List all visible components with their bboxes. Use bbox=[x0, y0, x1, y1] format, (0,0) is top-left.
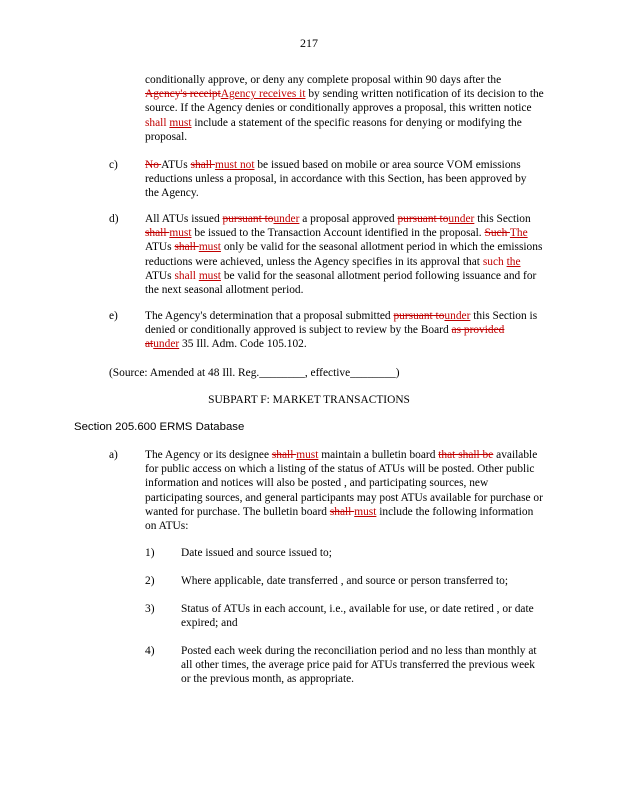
deleted-text: No bbox=[145, 159, 162, 171]
text: conditionally approve, or deny any complete proposal within 90 days after the bbox=[145, 74, 502, 86]
deleted-text: shall bbox=[329, 505, 355, 518]
subitem-2-label: 2) bbox=[145, 575, 155, 587]
inserted-text: must bbox=[198, 241, 221, 254]
text: only be valid for the seasonal allotment period in which the emissions reductions were achieved, unless the Agency specifies in its approval that bbox=[145, 241, 543, 268]
item-d-paragraph bbox=[145, 212, 545, 297]
text: ATUs bbox=[145, 269, 175, 282]
inserted-text: must bbox=[354, 505, 377, 518]
page-number: 217 bbox=[300, 36, 318, 50]
deleted-text: that shall be bbox=[438, 449, 494, 461]
inserted-text: shall bbox=[145, 116, 167, 129]
inserted-text: shall bbox=[174, 269, 196, 282]
subitem-1-text: Date issued and source issued to; bbox=[181, 547, 332, 559]
text: available for public access on which a listing of the status of ATUs will be posted. Other public information and notices will also be posted , and participating sources, new participating sources, and general participants may post ATUs available for purchase or wanted for purchase. The bulletin board bbox=[145, 449, 543, 518]
inserted-text: must bbox=[169, 116, 192, 129]
text: All ATUs issued bbox=[145, 213, 223, 225]
item-a-label: a) bbox=[109, 449, 118, 461]
deleted-text: as provided at bbox=[145, 324, 505, 351]
deleted-text: Such bbox=[484, 227, 510, 240]
text: ATUs bbox=[145, 241, 175, 254]
text: this Section is denied or conditionally approved is subject to review by the Board bbox=[145, 310, 538, 337]
text: maintain a bulletin board bbox=[318, 449, 439, 461]
item-c-paragraph bbox=[145, 158, 540, 201]
item-c-label: c) bbox=[109, 159, 118, 171]
deleted-text: shall bbox=[174, 241, 199, 254]
text: by sending written notification of its decision to the source. If the Agency denies or conditionally approves a proposal, this written notice bbox=[145, 88, 544, 115]
item-d-label: d) bbox=[109, 213, 119, 225]
deleted-text: Agency's receipt bbox=[145, 88, 221, 101]
inserted-text: under bbox=[153, 338, 180, 351]
text: include the following information on ATUs: bbox=[145, 505, 534, 533]
inserted-text: under bbox=[448, 213, 475, 225]
inserted-text: must bbox=[169, 227, 192, 240]
text: a proposal approved bbox=[299, 213, 398, 225]
subitem-3-text: Status of ATUs in each account, i.e., available for use, or date retired , or date expired; and bbox=[181, 603, 534, 630]
subitem-1-label: 1) bbox=[145, 547, 155, 559]
inserted-text: such bbox=[482, 255, 504, 268]
subpart-title: SUBPART F: MARKET TRANSACTIONS bbox=[208, 394, 410, 406]
deleted-text: shall bbox=[145, 227, 170, 240]
subitem-4-label: 4) bbox=[145, 645, 155, 657]
inserted-text: under bbox=[444, 310, 471, 322]
inserted-text: Agency receives it bbox=[220, 88, 306, 101]
top-paragraph bbox=[145, 73, 545, 144]
inserted-text: must not bbox=[214, 159, 255, 171]
item-e-paragraph bbox=[145, 309, 540, 352]
inserted-text: must bbox=[296, 449, 319, 461]
deleted-text: pursuant to bbox=[393, 310, 445, 322]
text: be valid for the seasonal allotment period following issuance and for the next seasonal allotment period. bbox=[145, 269, 537, 297]
item-e-label: e) bbox=[109, 310, 118, 322]
inserted-text: the bbox=[506, 255, 521, 268]
text: include a statement of the specific reasons for denying or modifying the proposal. bbox=[145, 116, 522, 143]
section-heading: Section 205.600 ERMS Database bbox=[74, 421, 245, 433]
text: The Agency or its designee bbox=[145, 449, 272, 461]
subitem-2-text: Where applicable, date transferred , and source or person transferred to; bbox=[181, 575, 509, 587]
text: 35 Ill. Adm. Code 105.102. bbox=[179, 338, 307, 351]
text: ATUs bbox=[161, 159, 191, 171]
deleted-text: pursuant to bbox=[397, 213, 449, 225]
text: The Agency's determination that a proposal submitted bbox=[145, 310, 394, 322]
text: be issued based on mobile or area source VOM emissions reductions unless a proposal, in accordance with this Section, has been approved by the Agency. bbox=[145, 159, 527, 200]
deleted-text: shall bbox=[271, 449, 297, 461]
text: be issued to the Transaction Account identified in the proposal. bbox=[191, 227, 485, 240]
subitem-4-text: Posted each week during the reconciliation period and no less than monthly at all other times, the average price paid for ATUs transferred the previous week or the previous month, as appropriate. bbox=[181, 645, 537, 686]
inserted-text: The bbox=[509, 227, 528, 240]
deleted-text: shall bbox=[190, 159, 215, 171]
inserted-text: must bbox=[198, 269, 221, 282]
item-a-paragraph bbox=[145, 448, 545, 533]
deleted-text: pursuant to bbox=[222, 213, 274, 225]
source-note: (Source: Amended at 48 Ill. Reg.________, effective________) bbox=[109, 367, 400, 379]
inserted-text: under bbox=[273, 213, 300, 225]
subitem-3-label: 3) bbox=[145, 603, 155, 615]
text: this Section bbox=[474, 213, 531, 225]
